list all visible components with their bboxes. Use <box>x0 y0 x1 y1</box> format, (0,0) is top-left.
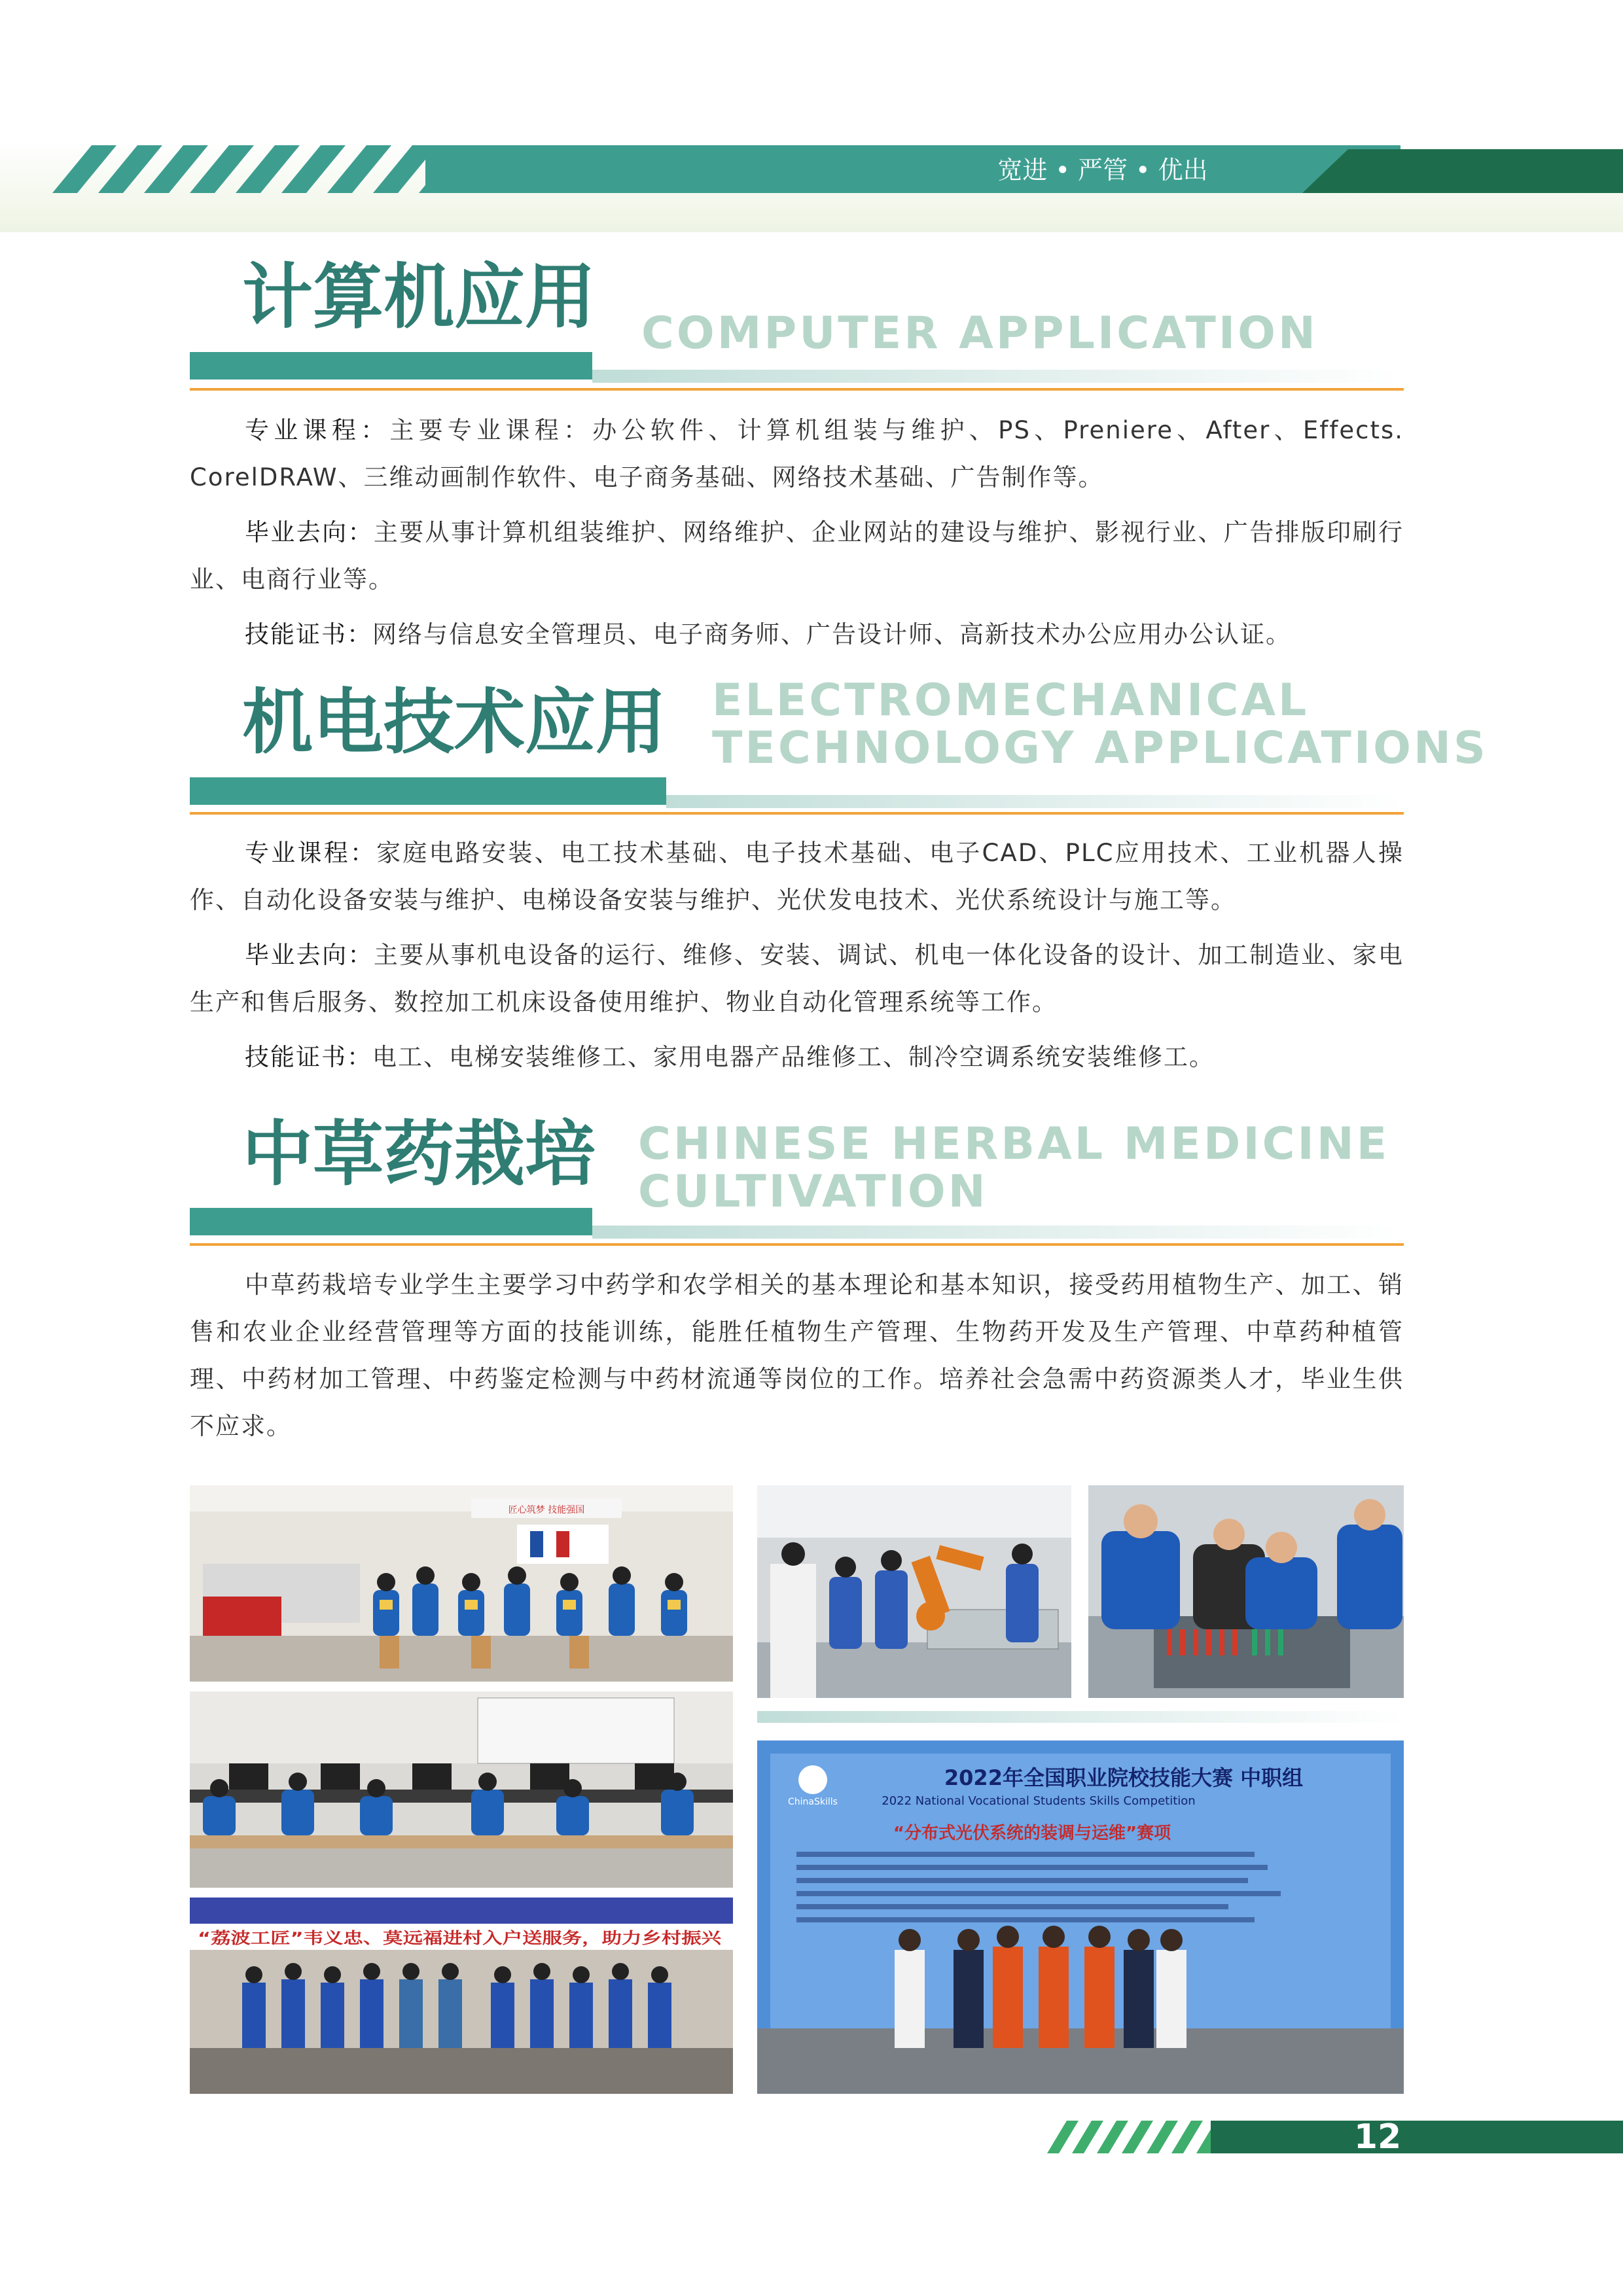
paragraph-label: 技能证书： <box>245 1043 372 1071</box>
title-underline-bar <box>190 1208 592 1235</box>
paragraph-label: 毕业去向： <box>245 941 374 969</box>
section-title-computer: 计算机应用 <box>242 256 596 338</box>
photo-title-text: 2022年全国职业院校技能大赛 中职组 <box>944 1765 1304 1790</box>
footer-stripes <box>1047 2121 1217 2153</box>
paragraph-courses <box>190 407 1404 501</box>
photo-banner-text: 匠心筑梦 技能强国 <box>508 1505 585 1515</box>
paragraph-courses <box>190 830 1404 924</box>
paragraph-text: 网络与信息安全管理员、电子商务师、广告设计师、高新技术办公应用办公认证。 <box>372 620 1291 648</box>
photo-electrical-training <box>1088 1485 1404 1698</box>
paragraph-label: 专业课程： <box>245 416 390 444</box>
photo-village-service <box>190 1898 733 2094</box>
paragraph-certificates <box>190 611 1404 658</box>
paragraph-label: 毕业去向： <box>245 518 374 546</box>
section-title-en-line2: TECHNOLOGY APPLICATIONS <box>712 722 1488 774</box>
photo-computer-lab <box>190 1691 733 1888</box>
section-title-en-computer: COMPUTER APPLICATION <box>641 308 1318 359</box>
paragraph-label: 专业课程： <box>245 839 377 867</box>
paragraph-text: 家庭电路安装、电工技术基础、电子技术基础、电子CAD、PLC应用技术、工业机器人操作、自动化设备安装与维护、电梯设备安装与维护、光伏发电技术、光伏系统设计与施工等。 <box>190 839 1404 914</box>
section-body-herbal <box>190 1262 1404 1458</box>
section-title-herbal: 中草药栽培 <box>242 1114 596 1195</box>
photo-event-text: “分布式光伏系统的装调与运维”赛项 <box>893 1824 1171 1843</box>
section-title-electromechanical: 机电技术应用 <box>242 682 667 764</box>
photo-logo-text: ChinaSkills <box>788 1797 838 1807</box>
photo-divider-bar <box>757 1711 1404 1723</box>
title-underline-bar <box>190 352 592 380</box>
section-title-en-line2: CULTIVATION <box>638 1166 988 1218</box>
paragraph-label: 技能证书： <box>245 620 372 648</box>
paragraph-intro <box>190 1262 1404 1450</box>
title-fade-bar <box>592 1226 1404 1239</box>
paragraph-text: 主要从事机电设备的运行、维修、安装、调试、机电一体化设备的设计、加工制造业、家电生产和售后服务、数控加工机床设备使用维护、物业自动化管理系统等工作。 <box>190 941 1404 1016</box>
section-rule <box>190 388 1404 391</box>
paragraph-text: 主要从事计算机组装维护、网络维护、企业网站的建设与维护、影视行业、广告排版印刷行业、电商行业等。 <box>190 518 1404 593</box>
section-body-computer <box>190 407 1404 666</box>
title-underline-bar <box>190 777 666 805</box>
section-title-en-line1: ELECTROMECHANICAL <box>712 675 1310 726</box>
paragraph-text: 中草药栽培专业学生主要学习中药学和农学相关的基本理论和基本知识，接受药用植物生产、加工、销售和农业企业经营管理等方面的技能训练，能胜任植物生产管理、生物药开发及生产管理、中草药种植管理、中药材加工管理、中药鉴定检测与中药材流通等岗位的工作。培养社会急需中药资源类人才，毕业生供不应求。 <box>190 1271 1404 1440</box>
page-number: 12 <box>1353 2117 1402 2157</box>
section-title-en-line1: CHINESE HERBAL MEDICINE <box>638 1118 1390 1170</box>
photo-skills-competition <box>757 1740 1404 2094</box>
paragraph-career <box>190 932 1404 1026</box>
title-fade-bar <box>592 370 1404 383</box>
photo-classroom-lecture <box>190 1485 733 1682</box>
section-rule <box>190 812 1404 815</box>
paragraph-text: 电工、电梯安装维修工、家用电器产品维修工、制冷空调系统安装维修工。 <box>372 1043 1215 1071</box>
paragraph-career <box>190 509 1404 603</box>
header-motto: 宽进 • 严管 • 优出 <box>997 156 1208 185</box>
photo-robot-arm-lab <box>757 1485 1071 1698</box>
photo-banner-text: “荔波工匠”韦义忠、莫远福进村入户送服务，助力乡村振兴 <box>198 1929 722 1947</box>
section-body-electromechanical <box>190 830 1404 1089</box>
photo-subtitle-text: 2022 National Vocational Students Skills Competition <box>882 1794 1196 1808</box>
paragraph-certificates <box>190 1034 1404 1081</box>
paragraph-text: 主要专业课程：办公软件、计算机组装与维护、PS、Preniere、After、Effects. CorelDRAW、三维动画制作软件、电子商务基础、网络技术基础、广告制作等。 <box>190 416 1404 491</box>
header-bar <box>425 145 1400 193</box>
section-rule <box>190 1243 1404 1246</box>
title-fade-bar <box>666 795 1404 808</box>
header-accent <box>1302 149 1623 193</box>
